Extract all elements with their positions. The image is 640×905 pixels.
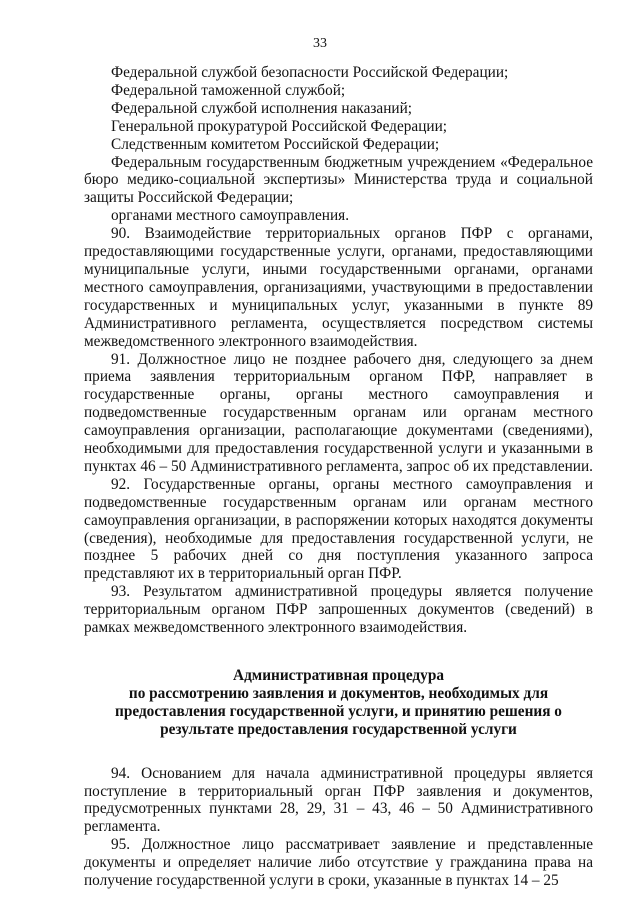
heading-line: Административная процедура bbox=[233, 667, 444, 684]
heading-line: предоставления государственной услуги, и принятию решения о bbox=[115, 702, 562, 720]
list-item: органами местного самоуправления. bbox=[111, 207, 350, 225]
list-item: Генеральной прокуратурой Российской Федерации; bbox=[111, 117, 448, 135]
page-number: 33 bbox=[313, 36, 327, 51]
heading-line: по рассмотрению заявления и документов, необходимых для bbox=[128, 684, 549, 702]
paragraph-90: 90. Взаимодействие территориальных органов ПФР с органами, предоставляющими государственные услуги, органами, предоставляющими муниципальные услуги, иными государственными органами, органами местного самоуправления, организациями, участвующими в предоставлении государственных и муниципальных услуг, указанными в пункте 89 Административного регламента, осуществляется посредством системы межведомственного электронного взаимодействия. bbox=[84, 225, 593, 350]
list-item: Федеральным государственным бюджетным учреждением «Федеральное бюро медико-социальной экспертизы» Министерства труда и социальной защиты Российской Федерации; bbox=[84, 153, 593, 207]
list-item: Федеральной службой безопасности Российской Федерации; bbox=[111, 64, 509, 81]
document-body bbox=[84, 64, 593, 890]
list-item: Федеральной таможенной службой; bbox=[111, 81, 346, 99]
heading-line: результате предоставления государственной услуги bbox=[160, 720, 517, 738]
section-heading bbox=[84, 667, 593, 739]
list-item: Следственным комитетом Российской Федерации; bbox=[111, 135, 440, 153]
paragraph-91: 91. Должностное лицо не позднее рабочего дня, следующего за днем приема заявления территориальным органом ПФР, направляет в государственные органы, органы местного самоуправления и подведомственные государственным органам или органам местного самоуправления организации, располагающие документами (сведениями), необходимыми для предоставления государственной услуги и указанными в пунктах 46 – 50 Административного регламента, запрос об их представлении. bbox=[84, 350, 593, 475]
paragraph-93: 93. Результатом административной процедуры является получение территориальным органом ПФР запрошенных документов (сведений) в рамках межведомственного электронного взаимодействия. bbox=[84, 583, 593, 637]
paragraph-94: 94. Основанием для начала административной процедуры является поступление в территориальный орган ПФР заявления и документов, предусмотренных пунктами 28, 29, 31 – 43, 46 – 50 Административного регламента. bbox=[84, 764, 593, 836]
list-item: Федеральной службой исполнения наказаний; bbox=[111, 99, 413, 117]
paragraph-92: 92. Государственные органы, органы местного самоуправления и подведомственные государственным органам или органам местного самоуправления организации, в распоряжении которых находятся документы (сведения), необходимые для предоставления государственной услуги, не позднее 5 рабочих дней со дня поступления указанного запроса представляют их в территориальный орган ПФР. bbox=[84, 475, 593, 583]
paragraph-95: 95. Должностное лицо рассматривает заявление и представленные документы и определяет наличие либо отсутствие у гражданина права на получение государственной услуги в сроки, указанные в пунктах 14 – 25 bbox=[84, 836, 593, 890]
